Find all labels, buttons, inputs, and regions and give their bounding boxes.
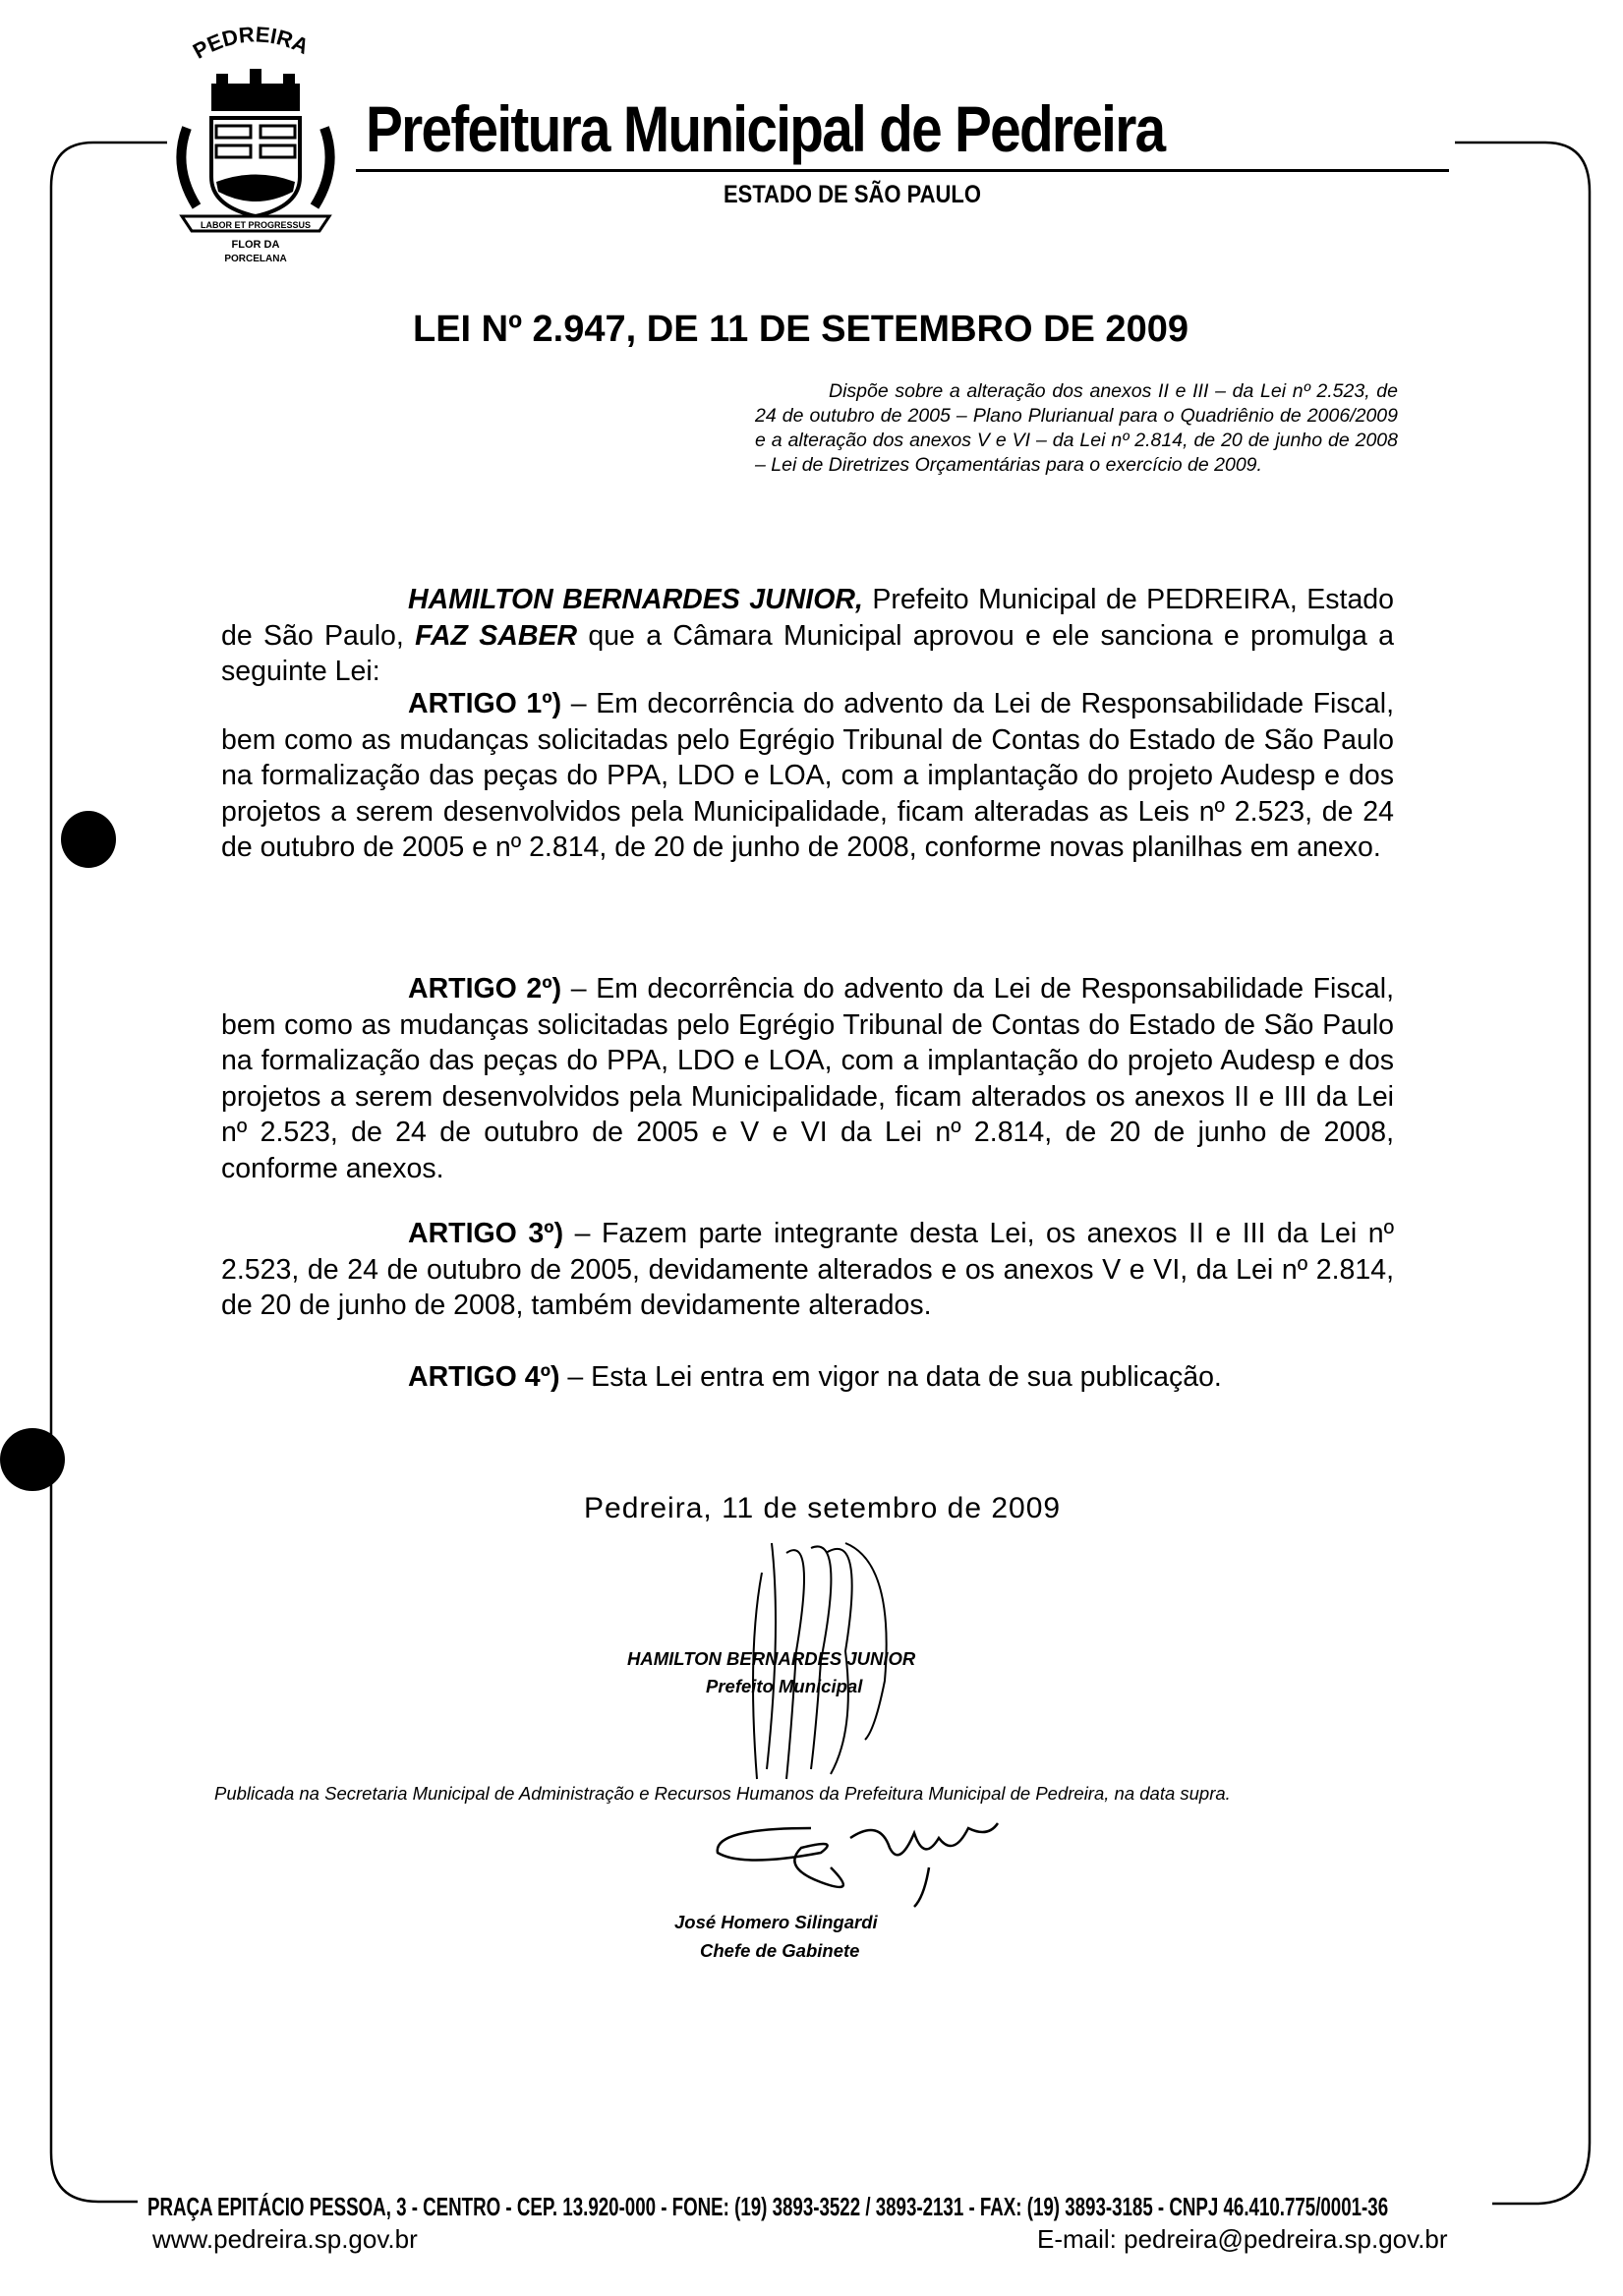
- law-title: LEI Nº 2.947, DE 11 DE SETEMBRO DE 2009: [413, 309, 1188, 350]
- footer-email-link[interactable]: E-mail: pedreira@pedreira.sp.gov.br: [1037, 2224, 1448, 2254]
- header-title: Prefeitura Municipal de Pedreira: [366, 92, 1165, 165]
- publication-note: Publicada na Secretaria Municipal de Administração e Recursos Humanos da Prefeitura Municipal de Pedreira, na data supra.: [214, 1783, 1231, 1804]
- footer-address: PRAÇA EPITÁCIO PESSOA, 3 - CENTRO - CEP. 13.920-000 - FONE: (19) 3893-3522 / 3893-2131 - FAX: (19) 3893-3185 - CNPJ 46.410.775/0001-36: [147, 2192, 1389, 2221]
- article-4: [221, 1359, 1394, 1396]
- mayor-signature-name: HAMILTON BERNARDES JUNIOR: [627, 1648, 916, 1669]
- article-label: ARTIGO 1º): [408, 688, 562, 719]
- intro-text-2: que a Câmara Municipal aprovou e ele sanciona e promulga a seguinte Lei:: [221, 619, 1395, 687]
- article-text: – Em decorrência do advento da Lei de Responsabilidade Fiscal, bem como as mudanças solicitadas pelo Egrégio Tribunal de Contas do Estado de São Paulo na formalização das peças do PPA, LDO e LOA, com a implantação do projeto Audesp e dos projetos a serem desenvolvidos pela Municipalidade, ficam alterados os anexos II e III da Lei nº 2.523, de 24 de outubro de 2005 e V e VI da Lei nº 2.814, de 20 de junho de 2008, conforme anexos.: [221, 973, 1394, 1184]
- article-text: – Em decorrência do advento da Lei de Responsabilidade Fiscal, bem como as mudanças solicitadas pelo Egrégio Tribunal de Contas do Estado de São Paulo na formalização das peças do PPA, LDO e LOA, com a implantação do projeto Audesp e dos projetos a serem desenvolvidos pela Municipalidade, ficam alteradas as Leis nº 2.523, de 24 de outubro de 2005 e nº 2.814, de 20 de junho de 2008, conforme novas planilhas em anexo.: [221, 688, 1394, 863]
- intro-text: Prefeito Municipal de PEDREIRA, Estado de São Paulo,: [221, 584, 1395, 652]
- article-label: ARTIGO 3º): [408, 1218, 564, 1249]
- footer-website-link[interactable]: www.pedreira.sp.gov.br: [152, 2224, 418, 2254]
- faz-saber: FAZ SABER: [415, 619, 578, 652]
- article-text: – Esta Lei entra em vigor na data de sua publicação.: [559, 1361, 1222, 1393]
- svg-text:FLOR DA: FLOR DA: [231, 239, 280, 251]
- article-text: – Fazem parte integrante desta Lei, os anexos II e III da Lei nº 2.523, de 24 de outubro de 2005, devidamente alterados e os anexos V e VI, da Lei nº 2.814, de 20 de junho de 2008, também devidamente alterados.: [221, 1218, 1394, 1321]
- svg-text:PORCELANA: PORCELANA: [224, 254, 287, 264]
- svg-text:LABOR ET PROGRESSUS: LABOR ET PROGRESSUS: [200, 220, 312, 230]
- place-date: Pedreira, 11 de setembro de 2009: [584, 1492, 1062, 1524]
- chief-signature-title: Chefe de Gabinete: [700, 1940, 860, 1961]
- article-2: [221, 971, 1394, 1186]
- mayor-signature-title: Prefeito Municipal: [706, 1676, 863, 1696]
- article-label: ARTIGO 4º): [408, 1361, 560, 1393]
- intro-paragraph: [221, 582, 1394, 690]
- header-subtitle: ESTADO DE SÃO PAULO: [724, 181, 981, 208]
- chief-signature: [703, 1808, 1037, 1917]
- header-divider: [356, 169, 1449, 172]
- punch-hole-mark: [0, 1428, 65, 1491]
- svg-text:PEDREIRA: PEDREIRA: [189, 22, 313, 64]
- chief-signature-name: José Homero Silingardi: [674, 1912, 878, 1932]
- mayor-name: HAMILTON BERNARDES JUNIOR,: [408, 584, 863, 615]
- article-3: [221, 1216, 1394, 1324]
- city-crest-logo: [167, 20, 344, 265]
- article-1: [221, 686, 1394, 866]
- article-label: ARTIGO 2º): [408, 973, 562, 1004]
- punch-hole-mark: [61, 811, 116, 868]
- law-summary: Dispõe sobre a alteração dos anexos II e III – da Lei nº 2.523, de 24 de outubro de 2005 – Plano Plurianual para o Quadriênio de 2006/2009 e a alteração dos anexos V e VI – da Lei nº 2.814, de 20 de junho de 2008 – Lei de Diretrizes Orçamentárias para o exercício de 2009.: [755, 380, 1398, 476]
